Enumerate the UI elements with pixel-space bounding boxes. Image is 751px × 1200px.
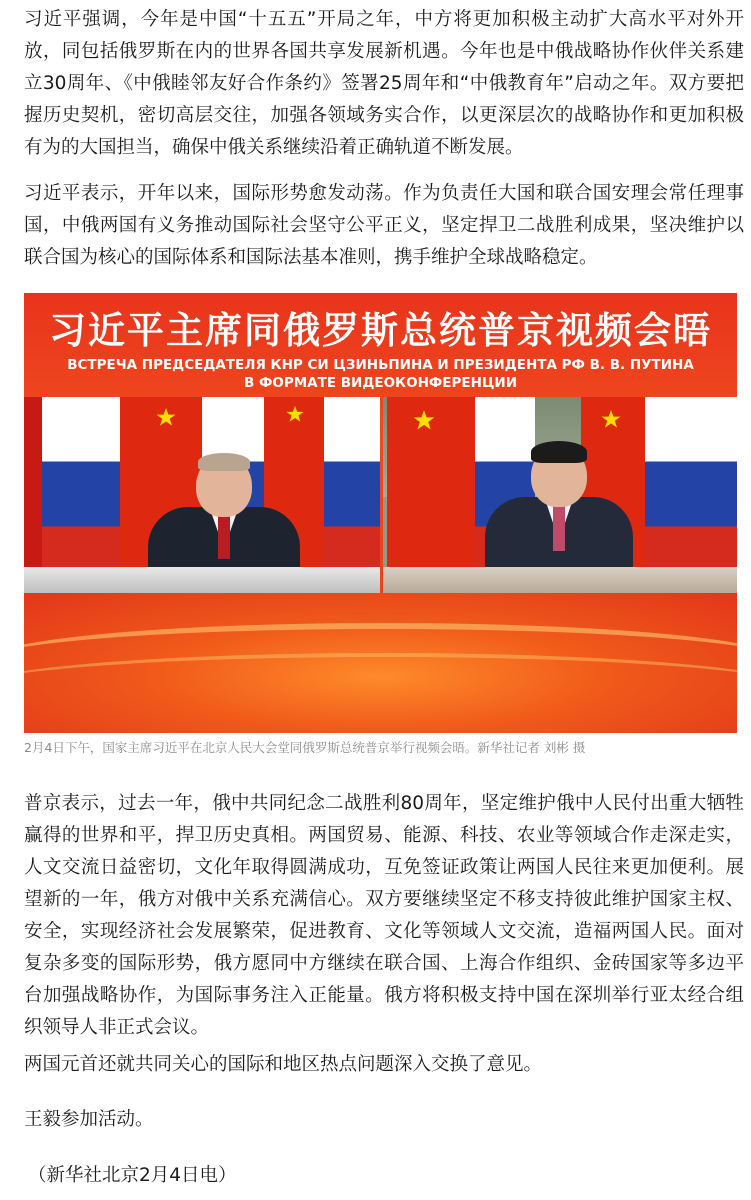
stage-floor-decoration [24,593,737,733]
video-screen-left [24,397,380,593]
desk [383,567,737,593]
russian-flag [645,397,737,593]
article-paragraph-2: 习近平表示，开年以来，国际形势愈发动荡。作为负责任大国和联合国安理会常任理事国，中俄两国有义务推动国际社会坚守公平正义，坚定捍卫二战胜利成果，坚决维护以联合国为核心的国际体系和国际法基本准则，携手维护全球战略稳定。 [24,183,744,268]
photo-caption: 2月4日下午，国家主席习近平在北京人民大会堂同俄罗斯总统普京举行视频会晤。新华社记者 刘彬 摄 [24,740,586,755]
flag-star-icon [156,407,176,427]
article-paragraph-4: 两国元首还就共同关心的国际和地区热点问题深入交换了意见。 [24,1054,543,1075]
article-paragraph-1: 习近平强调，今年是中国“十五五”开局之年，中方将更加积极主动扩大高水平对外开放，同包括俄罗斯在内的世界各国共享发展新机遇。今年也是中俄战略协作伙伴关系建立30周年、《中俄睦邻友好合作条约》签署25周年和“中俄教育年”启动之年。双方要把握历史契机，密切高层交往，加强各领域务实合作，以更深层次的战略协作和更加积极有为的大国担当，确保中俄关系继续沿着正确轨道不断发展。 [24,9,744,158]
article-paragraph-3: 普京表示，过去一年，俄中共同纪念二战胜利80周年，坚定维护俄中人民付出重大牺牲赢得的世界和平，捍卫历史真相。两国贸易、能源、科技、农业等领域合作走深走实，人文交流日益密切，文化年取得圆满成功，互免签证政策让两国人民往来更加便利。展望新的一年，俄方对俄中关系充满信心。双方要继续坚定不移支持彼此维护国家主权、安全，实现经济社会发展繁荣，促进教育、文化等领域人文交流，造福两国人民。面对复杂多变的国际形势，俄方愿同中方继续在联合国、上海合作组织、金砖国家等多边平台加强战略协作，为国际事务注入正能量。俄方将积极支持中国在深圳举行亚太经合组织领导人非正式会议。 [24,793,744,1038]
photo-banner-russian-line-2: В ФОРМАТЕ ВИДЕОКОНФЕРЕНЦИИ [243,375,518,391]
flag-star-icon [286,405,304,423]
news-photo [24,293,737,733]
desk [24,567,380,593]
flag-star-icon [413,409,435,431]
article-paragraph-5: 王毅参加活动。 [24,1109,154,1130]
photo-banner-russian-line-1: ВСТРЕЧА ПРЕДСЕДАТЕЛЯ КНР СИ ЦЗИНЬПИНА И ПРЕЗИДЕНТА РФ В. В. ПУТИНА [67,357,694,373]
article-dateline: （新华社北京2月4日电） [28,1165,237,1186]
photo-banner-title: 习近平主席同俄罗斯总统普京视频会晤 [49,309,712,352]
flag-star-icon [601,409,621,429]
video-screen-right [383,397,737,593]
russian-flag [324,397,380,593]
